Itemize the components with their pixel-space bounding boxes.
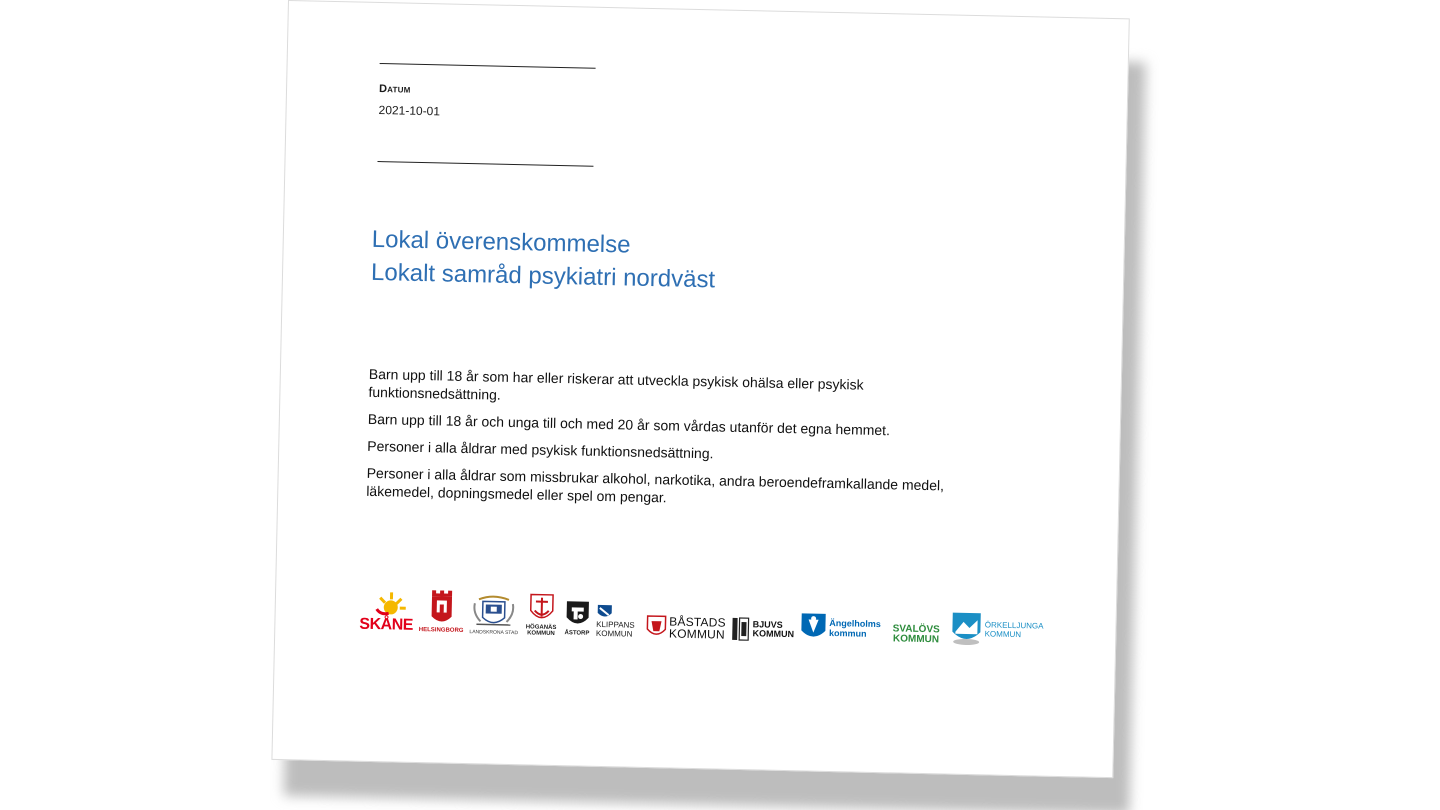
- hoganas-logo: [524, 592, 559, 637]
- paragraph-3: Personer i alla åldrar med psykisk funktionsnedsättning.: [367, 437, 714, 462]
- orkelljunga-wordmark-line2: KOMMUN: [984, 629, 1022, 640]
- skane-sun-icon: [366, 591, 407, 618]
- paragraph-4: Personer i alla åldrar som missbrukar alkohol, narkotika, andra beroendeframkallande medel, läkemedel, dopningsmedel eller spel om pengar.: [366, 464, 945, 506]
- target-groups: [366, 365, 989, 522]
- landskrona-wordmark: LANDSKRONA STAD: [469, 629, 519, 637]
- region-skane-logo: [359, 591, 413, 634]
- bjuv-wordmark-line1: BJUVS: [752, 619, 783, 630]
- orkelljunga-wordmark-line1: ÖRKELLJUNGA: [984, 620, 1044, 631]
- bastad-wordmark-line2: KOMMUN: [668, 626, 726, 642]
- paragraph-2: Barn upp till 18 år och unga till och med 20 år som vårdas utanför det egna hemmet.: [367, 410, 891, 439]
- landskrona-crest-icon: [471, 593, 518, 630]
- document-page: [271, 0, 1129, 778]
- title-line-2: Lokalt samråd psykiatri nordväst: [370, 258, 716, 294]
- svalov-wordmark-line1: SVALÖVS: [892, 623, 940, 636]
- svalov-wordmark-line2: KOMMUN: [892, 633, 940, 646]
- helsingborg-logo: [419, 586, 465, 635]
- helsingborg-wordmark: HELSINGBORG: [418, 627, 464, 634]
- bjuv-logo: [731, 617, 794, 642]
- hoganas-shield-icon: [528, 592, 555, 625]
- landskrona-logo: [469, 593, 518, 636]
- angelholm-shield-icon: [800, 612, 827, 643]
- header-rule-bottom: [377, 161, 593, 167]
- skane-wordmark: SKÅNE: [359, 615, 414, 634]
- astorp-wordmark: ÅSTORP: [564, 630, 590, 637]
- bastad-wordmark-line1: BÅSTADS: [669, 614, 726, 630]
- logo-row: [359, 577, 1044, 648]
- orkelljunga-shield-icon: [951, 612, 982, 647]
- angelholm-logo: [800, 612, 881, 644]
- klippan-logo: [596, 604, 641, 639]
- title-line-1: Lokal överenskommelse: [371, 225, 631, 259]
- bjuv-shield-icon: [731, 617, 750, 641]
- klippan-wordmark: KLIPPANS KOMMUN: [595, 619, 635, 639]
- helsingborg-castle-icon: [428, 586, 455, 627]
- bastad-logo: [646, 615, 726, 641]
- astorp-shield-icon: [564, 599, 591, 630]
- hoganas-wordmark: HÖGANÄS KOMMUN: [525, 624, 557, 637]
- orkelljunga-logo: [951, 612, 1043, 648]
- datum-value: 2021-10-01: [378, 103, 441, 119]
- angelholm-wordmark-line2: kommun: [828, 627, 867, 639]
- angelholm-wordmark-line1: Ängelholms: [829, 617, 881, 630]
- bastad-shield-icon: [646, 615, 667, 639]
- bjuv-wordmark-line2: KOMMUN: [752, 628, 795, 640]
- paragraph-1: Barn upp till 18 år som har eller riskerar att utveckla psykisk ohälsa eller psykisk funktionsnedsättning.: [368, 365, 864, 403]
- datum-label: Datum: [378, 83, 411, 96]
- document-title: [371, 223, 717, 296]
- astorp-logo: [564, 599, 591, 638]
- header-rule-top: [380, 63, 596, 69]
- klippan-shield-icon: [596, 604, 612, 620]
- svalov-logo: [892, 624, 939, 645]
